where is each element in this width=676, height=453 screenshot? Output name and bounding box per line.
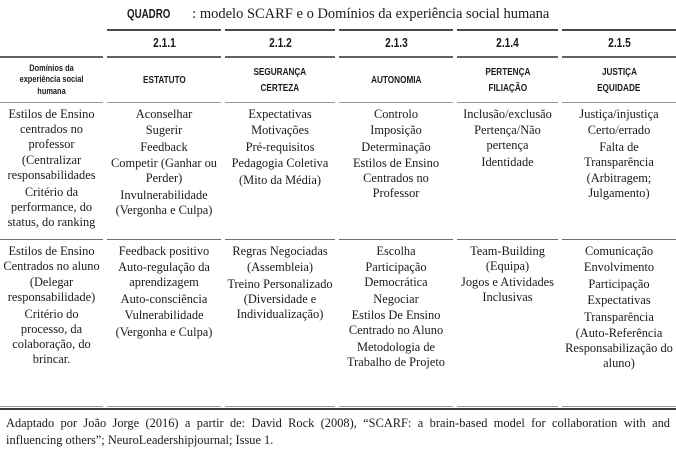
cell-item: Comunicação — [584, 243, 654, 258]
cell-item: Envolvimento — [583, 260, 655, 274]
cell-item: Aconselhar — [135, 106, 193, 121]
column-number-2-1-2 — [225, 29, 335, 58]
cell-item: Motivações — [251, 123, 309, 137]
cell-item: Pré-requisitos — [245, 139, 315, 154]
domain-header-pertenca-filiacao — [457, 58, 558, 103]
cell-justica-equidade — [562, 103, 676, 240]
table-title-text: : modelo SCARF e o Domínios da experiência social humana — [192, 6, 550, 22]
cell-item: Metodologia de Trabalho de Projeto — [347, 339, 445, 369]
cell-item: Treino Personalizado (Diversidade e Individualização) — [227, 276, 333, 321]
row-header-line: (Delegar responsabilidade) — [7, 275, 96, 304]
cell-autonomia — [339, 103, 453, 240]
row-header — [0, 240, 103, 407]
cell-item: Expectativas — [248, 106, 312, 121]
cell-item: Feedback — [140, 139, 188, 154]
cell-estatuto — [107, 103, 221, 240]
cell-item: Transparência — [584, 309, 654, 324]
cell-item: Negociar — [373, 291, 419, 306]
cell-item: (Auto-Referência Responsabilização do aluno) — [565, 326, 673, 370]
cell-estatuto — [107, 240, 221, 407]
cell-item: Jogos e Atividades Inclusivas — [461, 275, 554, 304]
cell-autonomia — [339, 240, 453, 407]
cell-item: Sugerir — [145, 123, 183, 137]
column-number-label: 2.1.3 — [384, 35, 408, 50]
table-title-label: QUADRO — [126, 7, 170, 21]
column-number-label: 2.1.5 — [607, 35, 631, 50]
domain-header-seguranca-certeza — [225, 58, 335, 103]
cell-item: Falta de Transparência — [584, 139, 654, 169]
cell-item: Auto-consciência — [120, 291, 208, 306]
teacher-centered-row — [0, 103, 676, 240]
cell-item: (Mito da Média) — [239, 172, 321, 187]
cell-item: Imposição — [370, 123, 422, 137]
domain-header-estatuto — [107, 58, 221, 103]
student-centered-row — [0, 240, 676, 407]
cell-pertenca-filiacao — [457, 103, 558, 240]
domain-label-line: CERTEZA — [260, 81, 300, 94]
cell-item: Escolha — [376, 243, 416, 258]
row-header-line: Critério da performance, do status, do ranking — [7, 184, 96, 229]
cell-item: Feedback positivo — [118, 243, 210, 258]
cell-seguranca-certeza — [225, 103, 335, 240]
cell-item: Auto-regulação da aprendizagem — [118, 260, 210, 289]
cell-item: Certo/errado — [587, 123, 651, 137]
cell-pertenca-filiacao — [457, 240, 558, 407]
domain-label-line: JUSTIÇA — [601, 65, 637, 78]
column-number-2-1-1 — [107, 29, 221, 58]
row-header — [0, 103, 103, 240]
domain-label-line: ESTATUTO — [142, 73, 186, 86]
column-numbers-row — [0, 29, 676, 58]
domain-label-line: EQUIDADE — [597, 81, 641, 94]
domain-header-row — [0, 58, 676, 103]
cell-justica-equidade — [562, 240, 676, 407]
column-number-2-1-3 — [339, 29, 453, 58]
cell-seguranca-certeza — [225, 240, 335, 407]
cell-item: Estilos de Ensino Centrados no Professor — [352, 156, 440, 200]
cell-item: Controlo — [373, 106, 419, 121]
column-number-label: 2.1.4 — [496, 35, 519, 50]
cell-item: Team-Building (Equipa) — [470, 243, 545, 273]
corner-header-text: Domínios da experiência social humana — [19, 62, 84, 97]
row-header-line: Critério do processo, da colaboração, do brincar. — [12, 306, 91, 366]
cell-item: Expectativas — [587, 293, 651, 307]
domain-label-line: SEGURANÇA — [253, 65, 307, 78]
column-number-label: 2.1.2 — [268, 35, 292, 50]
cell-item: Vulnerabilidade — [124, 308, 204, 322]
cell-item: Invulnerabilidade (Vergonha e Culpa) — [115, 187, 213, 217]
cell-item: Pertença/Não pertença — [474, 123, 541, 152]
cell-item: Participação — [588, 276, 650, 291]
row-header-line: (Centralizar responsabilidades — [7, 153, 96, 182]
cell-item: Determinação — [361, 139, 431, 154]
corner-header — [0, 58, 103, 103]
corner-spacer — [0, 29, 103, 58]
row-header-line: Estilos de Ensino centrados no professor — [8, 106, 95, 151]
cell-item: Participação Democrática — [364, 260, 428, 289]
column-number-2-1-5 — [562, 29, 676, 58]
column-number-2-1-4 — [457, 29, 558, 58]
domain-header-justica-equidade — [562, 58, 676, 103]
cell-item: Pedagogia Coletiva — [231, 156, 329, 170]
cell-item: (Assembleia) — [246, 260, 314, 274]
domain-label-line: AUTONOMIA — [370, 73, 422, 86]
column-number-label: 2.1.1 — [152, 35, 176, 50]
cell-item: Competir (Ganhar ou Perder) — [111, 156, 217, 185]
cell-item: Identidade — [481, 154, 534, 169]
domain-label-line: PERTENÇA — [484, 65, 531, 78]
cell-item: Regras Negociadas — [232, 243, 328, 258]
row-header-line: Estilos de Ensino Centrados no aluno — [3, 243, 100, 273]
table-title — [0, 0, 676, 29]
domain-header-autonomia — [339, 58, 453, 103]
source-note: Adaptado por João Jorge (2016) a partir de: David Rock (2008), “SCARF: a brain-based model for collaboration with and influencing others”; NeuroLeadershipjournal; Issue 1. — [6, 416, 670, 447]
cell-item: (Arbitragem; Julgamento) — [586, 171, 652, 200]
cell-item: Justiça/injustiça — [579, 106, 659, 121]
cell-item: Inclusão/exclusão — [463, 106, 552, 121]
cell-item: Estilos De Ensino Centrado no Aluno — [348, 308, 444, 337]
cell-item: (Vergonha e Culpa) — [115, 324, 213, 339]
domain-label-line: FILIAÇÃO — [488, 81, 527, 94]
